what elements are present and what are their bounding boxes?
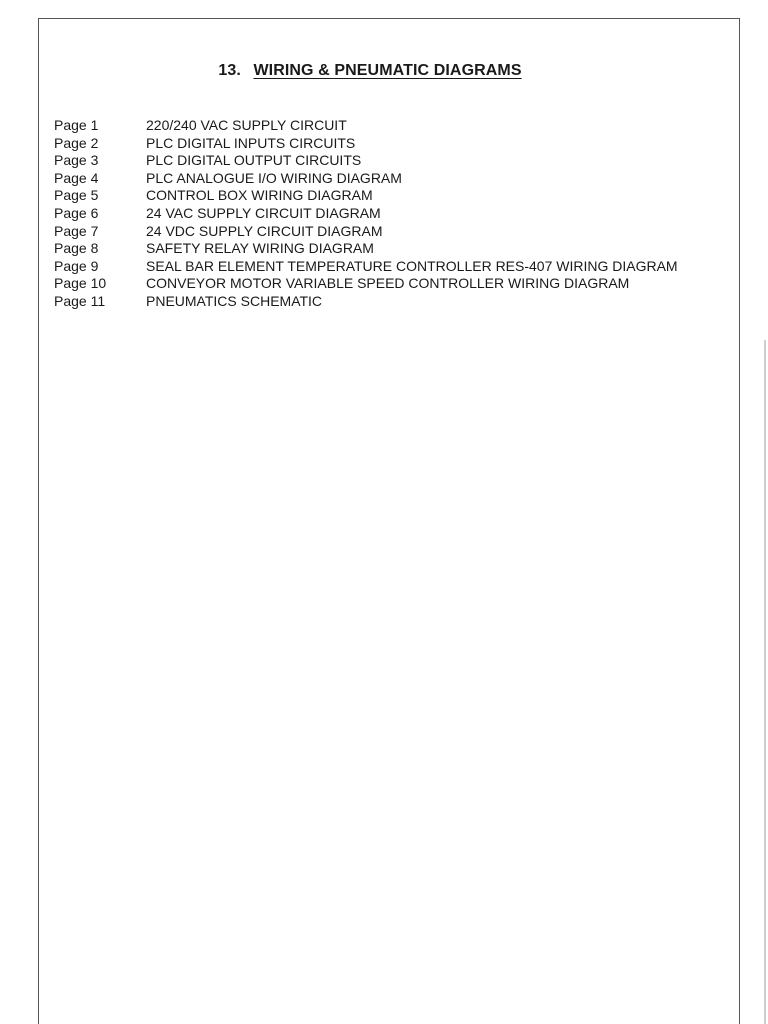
toc-description: 220/240 VAC SUPPLY CIRCUIT (146, 117, 347, 133)
toc-row (54, 205, 714, 223)
toc-description: SAFETY RELAY WIRING DIAGRAM (146, 240, 374, 257)
toc-row (54, 293, 714, 311)
toc-description: SEAL BAR ELEMENT TEMPERATURE CONTROLLER RES-407 WIRING DIAGRAM (146, 257, 678, 274)
section-title: WIRING & PNEUMATIC DIAGRAMS (253, 62, 522, 79)
toc-row (54, 240, 714, 258)
toc-page-number: Page 10 (54, 275, 107, 292)
toc-row (54, 135, 714, 153)
section-heading (0, 62, 740, 80)
toc-description: 24 VDC SUPPLY CIRCUIT DIAGRAM (146, 222, 383, 239)
toc-page-number: Page 3 (54, 152, 99, 169)
toc-page-number: Page 2 (54, 134, 99, 151)
toc-page-number: Page 1 (54, 117, 99, 133)
section-number: 13. (218, 62, 241, 79)
toc-description: PNEUMATICS SCHEMATIC (146, 292, 323, 309)
toc-description: PLC DIGITAL INPUTS CIRCUITS (146, 134, 356, 151)
toc-row (54, 258, 714, 276)
table-of-contents (54, 117, 714, 311)
toc-row (54, 223, 714, 241)
toc-row (54, 275, 714, 293)
toc-description: 24 VAC SUPPLY CIRCUIT DIAGRAM (146, 204, 381, 221)
toc-page-number: Page 8 (54, 240, 99, 257)
page-edge-shadow (764, 340, 766, 1024)
toc-row (54, 187, 714, 205)
toc-description: CONVEYOR MOTOR VARIABLE SPEED CONTROLLER WIRING DIAGRAM (146, 275, 630, 292)
toc-row (54, 152, 714, 170)
toc-page-number: Page 7 (54, 222, 99, 239)
toc-page-number: Page 6 (54, 204, 99, 221)
toc-description: PLC ANALOGUE I/O WIRING DIAGRAM (146, 169, 402, 186)
toc-row (54, 170, 714, 188)
toc-page-number: Page 4 (54, 169, 99, 186)
toc-description: CONTROL BOX WIRING DIAGRAM (146, 187, 373, 204)
toc-row (54, 117, 714, 135)
toc-page-number: Page 9 (54, 257, 99, 274)
toc-description: PLC DIGITAL OUTPUT CIRCUITS (146, 152, 362, 169)
toc-page-number: Page 11 (54, 292, 106, 309)
toc-page-number: Page 5 (54, 187, 99, 204)
